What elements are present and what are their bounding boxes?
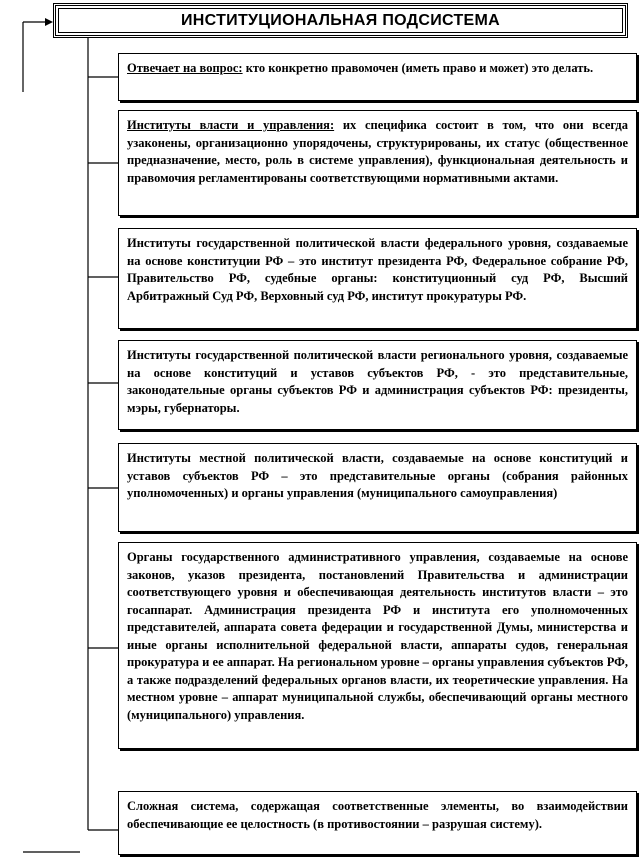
box-question xyxy=(118,53,637,101)
box-complex-system xyxy=(118,791,637,855)
feedback-arrow-head xyxy=(45,18,53,26)
box-complex-system-text: Сложная система, содержащая соответственные элементы, во взаимодействии обеспечивающие ее целостность (в противостоянии – разрушая систему). xyxy=(127,799,628,831)
box-local-text: Институты местной политической власти, создаваемые на основе конституций и уставов субъектов РФ – это представительные органы (собрания районных уполномоченных) и органы управления (муниципального самоуправления) xyxy=(127,451,628,500)
box-federal xyxy=(118,228,637,329)
box-institutions xyxy=(118,110,637,216)
title-box xyxy=(53,3,628,38)
box-administrative xyxy=(118,542,637,749)
box-local xyxy=(118,443,637,532)
box-institutions-text: их специфика состоит в том, что они всегда узаконены, организационно упорядочены, структурированы, их статус (общественное предназначение, место, роль в системе управления), функциональная деятельность и правомочия регламентированы соответствующими нормативными актами. xyxy=(127,118,628,185)
box-institutions-lead: Институты власти и управления: xyxy=(127,118,335,132)
box-question-lead: Отвечает на вопрос: xyxy=(127,61,243,75)
box-regional xyxy=(118,340,637,430)
box-federal-text: Институты государственной политической власти федерального уровня, создаваемые на основе конституции РФ – это институт президента РФ, Федеральное собрание РФ, Правительство РФ, судебные органы: конституционный суд РФ, Высший Арбитражный Суд РФ, Верховный суд РФ, институт прокуратуры РФ. xyxy=(127,236,628,303)
box-administrative-text: Органы государственного административного управления, создаваемые на основе законов, указов президента, постановлений Правительства и администрации соответствующего уровня и обеспечивающая деятельность институтов власти – это госаппарат. Администрация президента РФ и института его уполномоченных представителей, аппарата совета федерации и государственной Думы, министерства и иные органы исполнительной федеральной власти, аппараты судов, генеральная прокуратура и ее аппарат. На региональном уровне – органы управления субъектов РФ, а также подразделений федеральных органов власти, их теоретические управления. На местном уровне – аппарат муниципальной службы, обеспечивающий органы местного (муниципального) управления. xyxy=(127,550,628,722)
diagram-title: ИНСТИТУЦИОНАЛЬНАЯ ПОДСИСТЕМА xyxy=(180,11,500,29)
box-regional-text: Институты государственной политической власти регионального уровня, создаваемые на основе конституций и уставов субъектов РФ, - это представительные, законодательные органы субъектов РФ и администрация субъектов РФ: президенты, мэры, губернаторы. xyxy=(127,348,628,415)
box-question-text: кто конкретно правомочен (иметь право и может) это делать. xyxy=(242,61,594,75)
